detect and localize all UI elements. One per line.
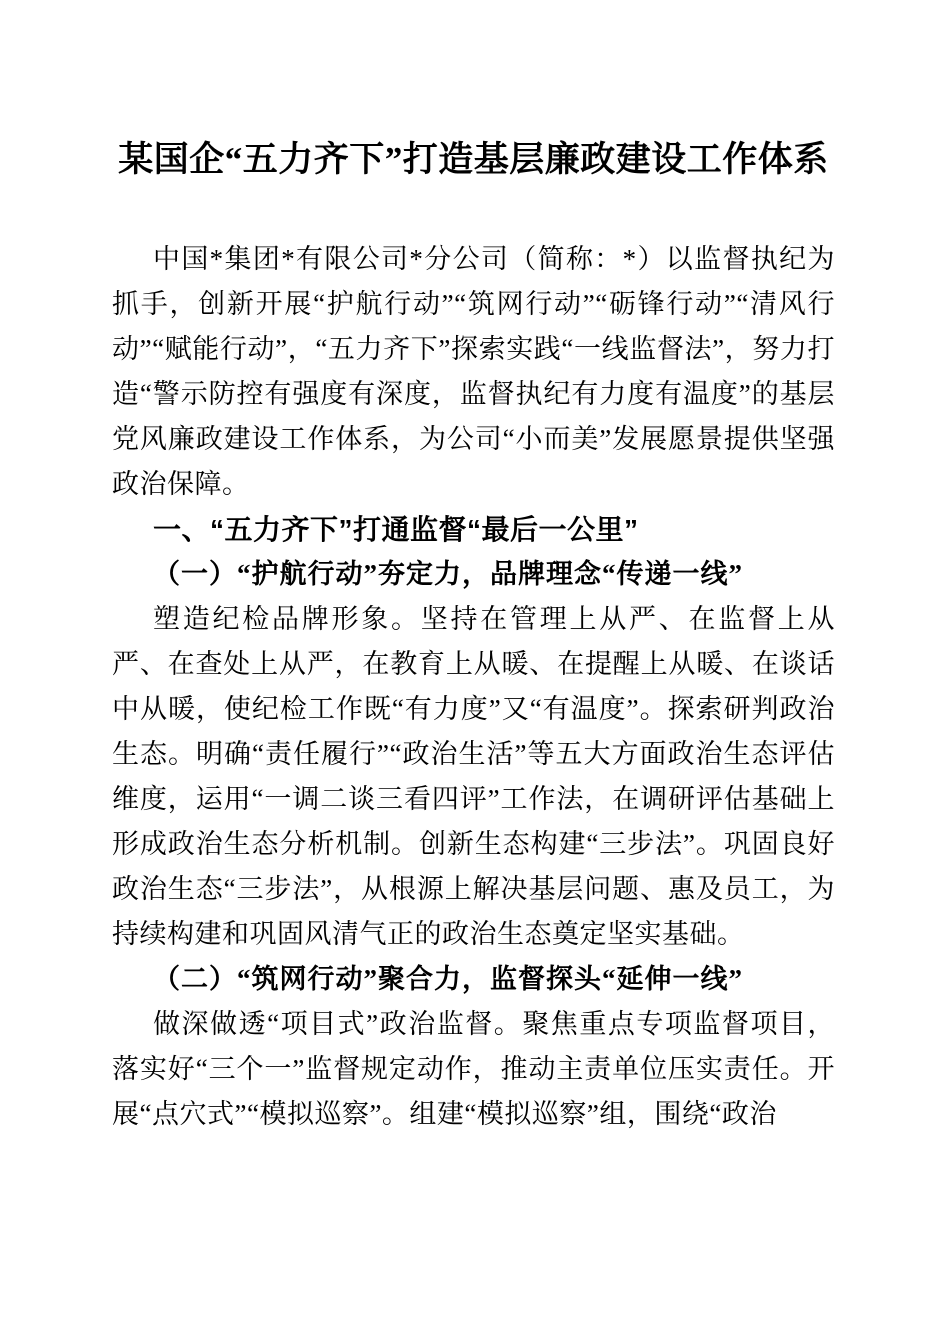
subsection-1-2-heading: （二）“筑网行动”聚合力，监督探头“延伸一线” <box>153 964 743 994</box>
intro-paragraph: 中国*集团*有限公司*分公司（简称：*）以监督执纪为抓手，创新开展“护航行动”“筑网行动”“砺锋行动”“清风行动”“赋能行动”，“五力齐下”探索实践“一线监督法”，努力打造“警示防控有强度有深度，监督执纪有力度有温度”的基层党风廉政建设工作体系，为公司“小而美”发展愿景提供坚强政治保障。 <box>112 244 835 499</box>
subsection-1-2-paragraph: 做深做透“项目式”政治监督。聚焦重点专项监督项目，落实好“三个一”监督规定动作，推动主责单位压实责任。开展“点穴式”“模拟巡察”。组建“模拟巡察”组，围绕“政治 <box>112 1009 835 1129</box>
subsection-1-1-heading: （一）“护航行动”夯定力，品牌理念“传递一线” <box>153 559 743 589</box>
document-title: 某国企“五力齐下”打造基层廉政建设工作体系 <box>118 140 829 179</box>
section-1-heading: 一、“五力齐下”打通监督“最后一公里” <box>153 514 639 545</box>
subsection-1-1-paragraph: 塑造纪检品牌形象。坚持在管理上从严、在监督上从严、在查处上从严，在教育上从暖、在提醒上从暖、在谈话中从暖，使纪检工作既“有力度”又“有温度”。探索研判政治生态。明确“责任履行”“政治生活”等五大方面政治生态评估维度，运用“一调二谈三看四评”工作法，在调研评估基础上形成政治生态分析机制。创新生态构建“三步法”。巩固良好政治生态“三步法”，从根源上解决基层问题、惠及员工，为持续构建和巩固风清气正的政治生态奠定坚实基础。 <box>112 604 835 949</box>
